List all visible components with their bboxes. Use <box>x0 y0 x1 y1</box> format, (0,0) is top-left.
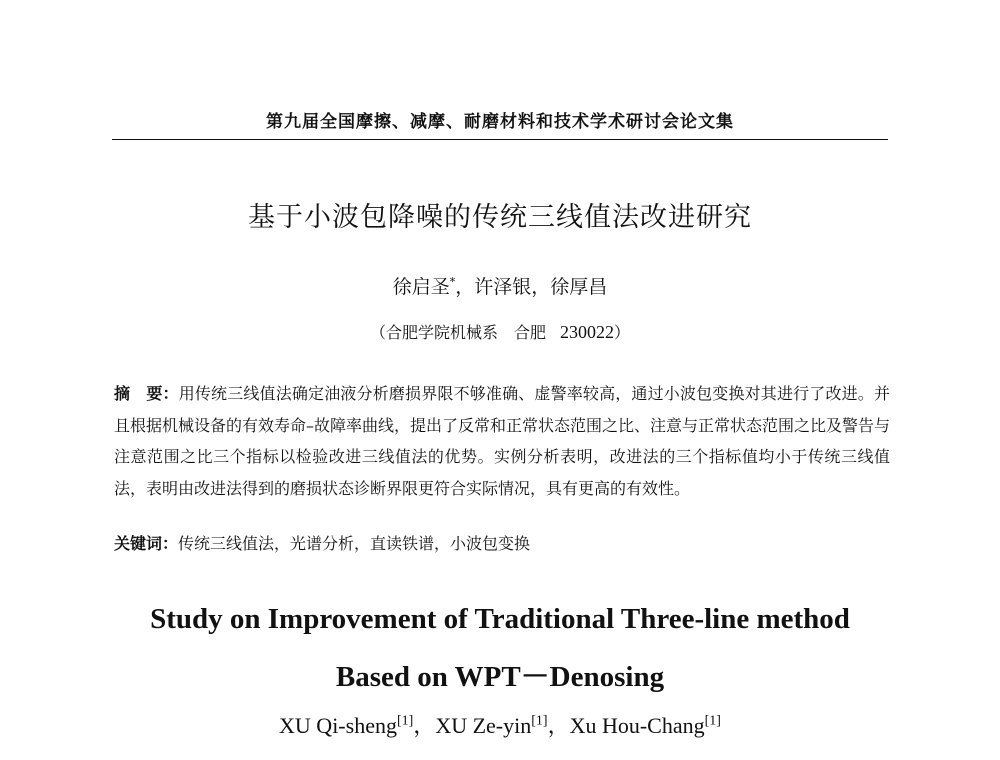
author-list-chinese <box>0 272 1000 299</box>
affiliation-open-paren: （ <box>369 323 386 342</box>
affiliation-org: 合肥学院机械系 合肥 <box>385 323 546 342</box>
affiliation-ref: [1] <box>704 713 721 729</box>
author-separator: ， <box>531 276 551 298</box>
abstract-label: 摘 要： <box>114 384 179 403</box>
affiliation-chinese <box>0 320 1000 343</box>
abstract-text: 用传统三线值法确定油液分析磨损界限不够准确、虚警率较高，通过小波包变换对其进行了改进。并且根据机械设备的有效寿命–故障率曲线，提出了反常和正常状态范围之比、注意与正常状态范围之比及警告与注意范围之比三个指标以检验改进三线值法的优势。实例分析表明，改进法的三个指标值均小于传统三线值法，表明由改进法得到的磨损状态诊断界限更符合实际情况，具有更高的有效性。 <box>114 384 891 498</box>
author-name-english: Xu Hou-Chang <box>569 713 705 738</box>
author-separator: ， <box>455 276 475 298</box>
keywords-chinese <box>114 532 890 556</box>
author-name: 许泽银 <box>474 276 532 298</box>
paper-title-chinese: 基于小波包降噪的传统三线值法改进研究 <box>248 202 752 233</box>
author-name: 徐厚昌 <box>550 276 608 298</box>
author-name: 徐启圣 <box>392 276 450 298</box>
keywords-label: 关键词： <box>114 534 179 553</box>
abstract-chinese <box>114 378 890 504</box>
author-list-english <box>0 709 1000 740</box>
author-separator: ， <box>547 713 570 738</box>
author-separator: ， <box>413 713 436 738</box>
running-header: 第九届全国摩擦、减摩、耐磨材料和技术学术研讨会论文集 <box>266 112 734 132</box>
affiliation-ref: [1] <box>531 713 548 729</box>
header-rule <box>112 139 888 140</box>
affiliation-postcode: 230022 <box>560 322 614 342</box>
affiliation-ref: [1] <box>396 713 414 729</box>
corresponding-author-mark: * <box>449 275 456 289</box>
author-name-english: XU Ze-yin <box>435 713 532 738</box>
affiliation-close-paren: ） <box>614 323 631 342</box>
keywords-text: 传统三线值法，光谱分析，直读铁谱，小波包变换 <box>178 534 531 553</box>
paper-title-english-line-1: Study on Improvement of Traditional Three-line method <box>150 603 850 635</box>
author-name-english: XU Qi-sheng <box>279 713 397 738</box>
paper-title-english-line-2: Based on WPT－Denosing <box>335 661 665 693</box>
